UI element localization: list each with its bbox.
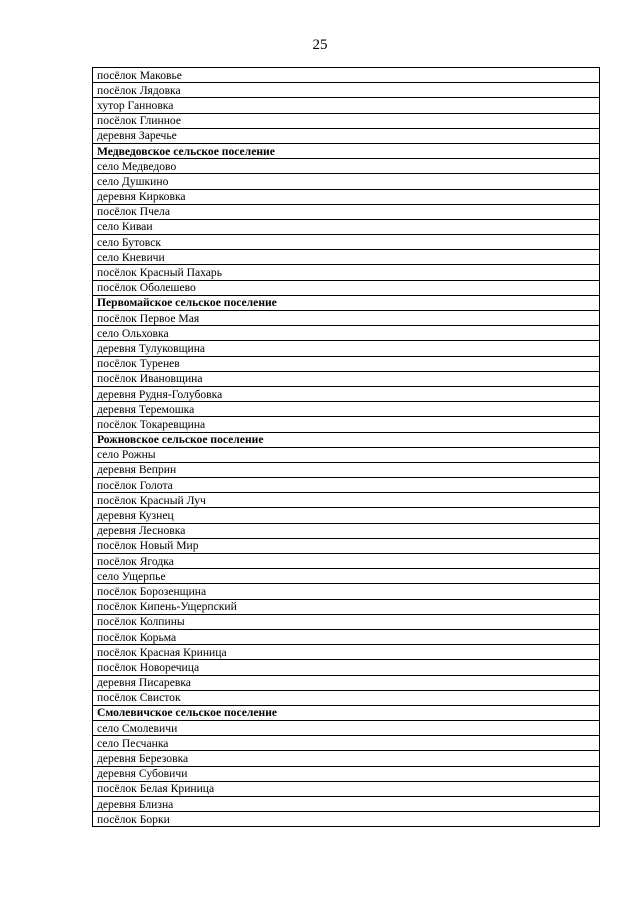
settlement-name: посёлок Голота bbox=[93, 478, 600, 493]
settlement-row bbox=[93, 386, 600, 401]
settlement-name: деревня Березовка bbox=[93, 751, 600, 766]
settlement-name: посёлок Ивановщина bbox=[93, 371, 600, 386]
settlement-row bbox=[93, 402, 600, 417]
settlement-name: посёлок Кипень-Ущерпский bbox=[93, 599, 600, 614]
settlement-row bbox=[93, 204, 600, 219]
settlement-group-name: Первомайское сельское поселение bbox=[93, 295, 600, 310]
settlement-row bbox=[93, 721, 600, 736]
settlement-row bbox=[93, 250, 600, 265]
settlement-name: село Душкино bbox=[93, 174, 600, 189]
settlement-name: посёлок Красный Пахарь bbox=[93, 265, 600, 280]
settlement-row bbox=[93, 599, 600, 614]
settlement-name: деревня Субовичи bbox=[93, 766, 600, 781]
settlement-group-header bbox=[93, 143, 600, 158]
settlement-name: деревня Теремошка bbox=[93, 402, 600, 417]
settlement-name: село Рожны bbox=[93, 447, 600, 462]
settlement-name: деревня Писаревка bbox=[93, 675, 600, 690]
settlement-name: посёлок Красная Криница bbox=[93, 645, 600, 660]
settlement-row bbox=[93, 447, 600, 462]
settlement-name: село Ольховка bbox=[93, 326, 600, 341]
settlement-row bbox=[93, 235, 600, 250]
settlement-name: посёлок Колпины bbox=[93, 614, 600, 629]
settlement-row bbox=[93, 219, 600, 234]
settlement-name: посёлок Новоречица bbox=[93, 660, 600, 675]
settlement-row bbox=[93, 523, 600, 538]
settlement-name: деревня Кирковка bbox=[93, 189, 600, 204]
settlement-group-header bbox=[93, 432, 600, 447]
settlement-group-name: Рожновское сельское поселение bbox=[93, 432, 600, 447]
settlement-name: посёлок Борки bbox=[93, 812, 600, 827]
settlement-name: село Песчанка bbox=[93, 736, 600, 751]
settlement-row bbox=[93, 690, 600, 705]
settlement-row bbox=[93, 660, 600, 675]
settlement-name: село Ущерпье bbox=[93, 569, 600, 584]
settlement-row bbox=[93, 68, 600, 83]
settlement-name: посёлок Токаревщина bbox=[93, 417, 600, 432]
settlement-row bbox=[93, 645, 600, 660]
settlement-name: деревня Лесновка bbox=[93, 523, 600, 538]
settlement-row bbox=[93, 797, 600, 812]
settlement-group-header bbox=[93, 705, 600, 720]
settlement-row bbox=[93, 341, 600, 356]
settlement-name: село Кневичи bbox=[93, 250, 600, 265]
settlement-row bbox=[93, 174, 600, 189]
settlement-name: посёлок Лядовка bbox=[93, 83, 600, 98]
settlement-row bbox=[93, 812, 600, 827]
settlement-row bbox=[93, 159, 600, 174]
settlement-group-name: Смолевичское сельское поселение bbox=[93, 705, 600, 720]
settlement-group-name: Медведовское сельское поселение bbox=[93, 143, 600, 158]
settlement-name: деревня Рудня-Голубовка bbox=[93, 386, 600, 401]
settlement-name: село Бутовск bbox=[93, 235, 600, 250]
settlement-name: село Медведово bbox=[93, 159, 600, 174]
settlement-name: посёлок Новый Мир bbox=[93, 538, 600, 553]
settlement-row bbox=[93, 629, 600, 644]
settlement-row bbox=[93, 569, 600, 584]
settlement-row bbox=[93, 478, 600, 493]
settlement-name: хутор Ганновка bbox=[93, 98, 600, 113]
settlement-name: посёлок Белая Криница bbox=[93, 781, 600, 796]
settlement-row bbox=[93, 554, 600, 569]
settlement-row bbox=[93, 538, 600, 553]
settlement-name: посёлок Пчела bbox=[93, 204, 600, 219]
settlement-row bbox=[93, 265, 600, 280]
settlement-row bbox=[93, 493, 600, 508]
settlements-table-body bbox=[93, 68, 600, 827]
settlement-name: посёлок Корьма bbox=[93, 629, 600, 644]
settlement-row bbox=[93, 280, 600, 295]
settlement-row bbox=[93, 83, 600, 98]
page-number: 25 bbox=[312, 37, 328, 53]
settlement-row bbox=[93, 189, 600, 204]
settlements-table bbox=[92, 67, 600, 827]
settlement-name: посёлок Свисток bbox=[93, 690, 600, 705]
settlement-group-header bbox=[93, 295, 600, 310]
settlement-row bbox=[93, 417, 600, 432]
settlement-name: посёлок Глинное bbox=[93, 113, 600, 128]
settlement-name: деревня Кузнец bbox=[93, 508, 600, 523]
settlement-name: деревня Веприн bbox=[93, 462, 600, 477]
settlement-row bbox=[93, 462, 600, 477]
settlement-name: деревня Тулуковщина bbox=[93, 341, 600, 356]
settlement-name: село Киваи bbox=[93, 219, 600, 234]
settlement-name: посёлок Туренев bbox=[93, 356, 600, 371]
settlement-row bbox=[93, 371, 600, 386]
settlement-row bbox=[93, 751, 600, 766]
settlement-name: посёлок Борозенщина bbox=[93, 584, 600, 599]
settlement-name: посёлок Красный Луч bbox=[93, 493, 600, 508]
settlement-row bbox=[93, 781, 600, 796]
settlement-row bbox=[93, 508, 600, 523]
settlement-row bbox=[93, 584, 600, 599]
settlement-name: посёлок Оболешево bbox=[93, 280, 600, 295]
settlement-name: деревня Заречье bbox=[93, 128, 600, 143]
settlement-row bbox=[93, 98, 600, 113]
settlement-row bbox=[93, 311, 600, 326]
settlement-row bbox=[93, 614, 600, 629]
settlement-row bbox=[93, 128, 600, 143]
settlement-row bbox=[93, 675, 600, 690]
settlement-row bbox=[93, 736, 600, 751]
settlement-row bbox=[93, 356, 600, 371]
settlement-row bbox=[93, 766, 600, 781]
settlement-name: село Смолевичи bbox=[93, 721, 600, 736]
settlement-name: посёлок Первое Мая bbox=[93, 311, 600, 326]
settlement-row bbox=[93, 113, 600, 128]
settlement-name: посёлок Маковье bbox=[93, 68, 600, 83]
settlement-row bbox=[93, 326, 600, 341]
settlement-name: посёлок Ягодка bbox=[93, 554, 600, 569]
settlement-name: деревня Близна bbox=[93, 797, 600, 812]
